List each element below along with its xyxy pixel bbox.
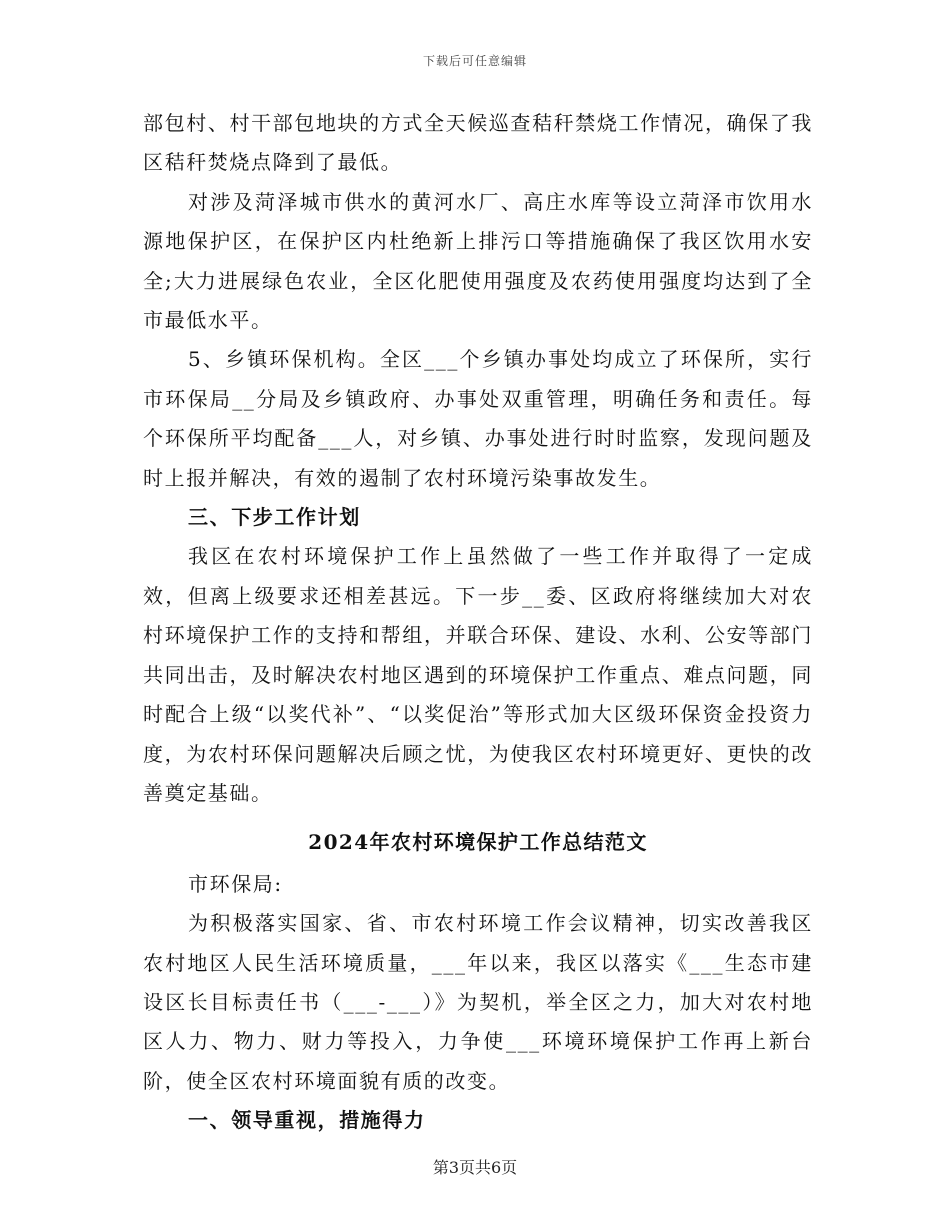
section-heading-leadership: 一、领导重视，措施得力 [188, 1108, 426, 1133]
page-header: 下载后可任意编辑 [422, 54, 527, 68]
page-number: 第3页共6页 [432, 1158, 518, 1177]
paragraph-work-plan: 我区在农村环境保护工作上虽然做了一些工作并取得了一定成效，但离上级要求还相差甚远。下一步__委、区政府将继续加大对农村环境保护工作的支持和帮组，并联合环保、建设、水利、公安等部门共同出击，及时解决农村地区遇到的环境保护工作重点、难点问题，同时配合上级“以奖代补”、“以奖促治”等形式加大区级环保资金投资力度，为农村环保问题解决后顾之忧，为使我区农村环境更好、更快的改善奠定基础。 [143, 544, 813, 805]
paragraph-water-source: 对涉及菏泽城市供水的黄河水厂、高庄水库等设立菏泽市饮用水源地保护区，在保护区内杜绝新上排污口等措施确保了我区饮用水安全;大力进展绿色农业，全区化肥使用强度及农药使用强度均达到了全市最低水平。 [143, 189, 813, 333]
paragraph-township-agencies: 5、乡镇环保机构。全区___个乡镇办事处均成立了环保所，实行市环保局__分局及乡镇政府、办事处双重管理，明确任务和责任。每个环保所平均配备___人，对乡镇、办事处进行时时监察，发现问题及时上报并解决，有效的遏制了农村环境污染事故发生。 [143, 347, 813, 490]
section-heading-next-steps: 三、下步工作计划 [188, 505, 361, 530]
document-title: 2024年农村环境保护工作总结范文 [308, 830, 648, 855]
paragraph-introduction: 为积极落实国家、省、市农村环境工作会议精神，切实改善我区农村地区人民生活环境质量，___年以来，我区以落实《___生态市建设区长目标责任书（___-___）》为契机，举全区之力，加大对农村地区人力、物力、财力等投入，力争使___环境环境保护工作再上新台阶，使全区农村环境面貌有质的改变。 [143, 911, 813, 1093]
salutation: 市环保局: [188, 871, 283, 896]
document-body [143, 104, 813, 1141]
paragraph-straw-burning: 部包村、村干部包地块的方式全天候巡查秸秆禁烧工作情况，确保了我区秸秆焚烧点降到了最低。 [143, 111, 813, 175]
